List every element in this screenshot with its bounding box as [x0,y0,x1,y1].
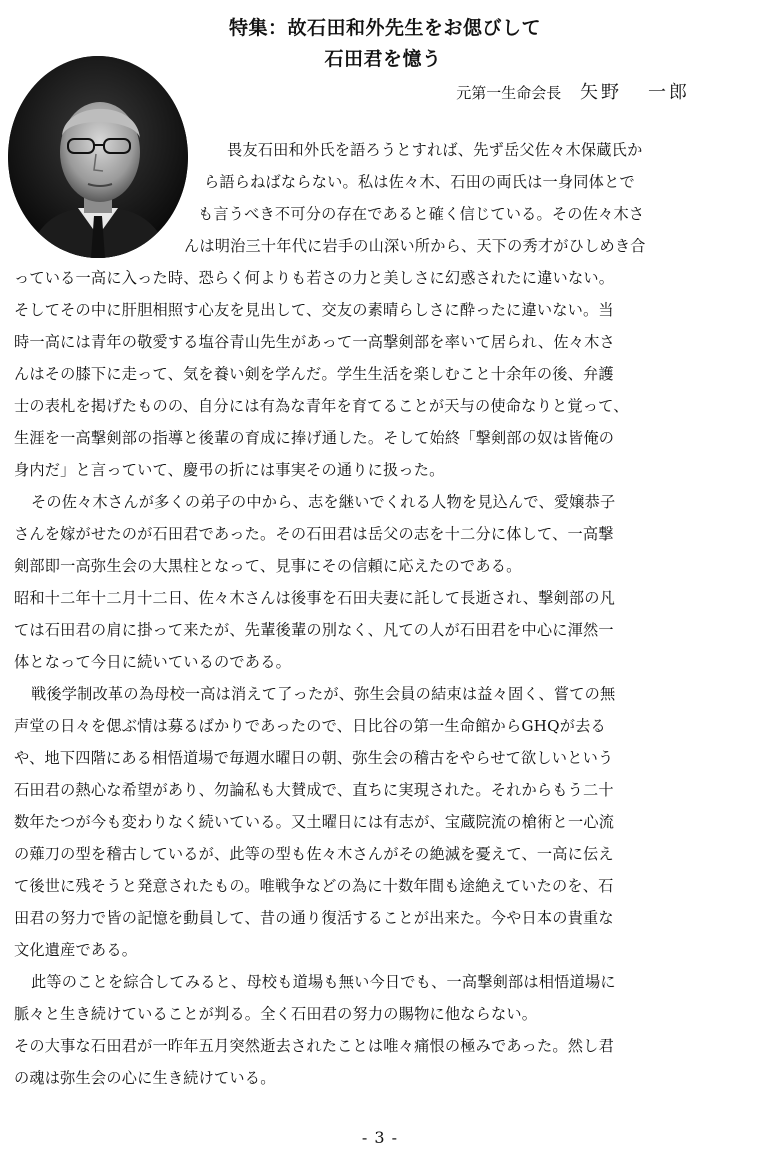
body-line: そしてその中に肝胆相照す心友を見出して、交友の素晴らしさに酔ったに違いない。当 [14,301,614,319]
body-line: その佐々木さんが多くの弟子の中から、志を継いでくれる人物を見込んで、愛嬢恭子 [31,493,616,511]
article-title: 特集：故石田和外先生をお偲びして [228,17,541,39]
author-given-name: 一郎 [648,82,690,103]
author-affiliation: 元第一生命会長 [456,84,562,102]
body-line: 身内だ」と言っていて、慶弔の折には事実その通りに扱った。 [14,461,445,479]
body-line: ては石田君の肩に掛って来たが、先輩後輩の別なく、凡ての人が石田君を中心に渾然一 [14,621,614,639]
body-line: 田君の努力で皆の記憶を動員して、昔の通り復活することが出来た。今や日本の貴重な [14,909,614,927]
body-line: んは明治三十年代に岩手の山深い所から、天下の秀才がひしめき合 [184,237,646,255]
body-line: の魂は弥生会の心に生き続けている。 [14,1069,276,1087]
body-line: 数年たつが今も変わりなく続いている。又土曜日には有志が、宝蔵院流の槍術と一心流 [14,813,615,831]
body-line: も言うべき不可分の存在であると確く信じている。その佐々木さ [198,205,645,223]
author-line [456,78,690,104]
author-name [580,82,690,103]
body-line: 石田君の熱心な希望があり、勿論私も大賛成で、直ちに実現された。それからもう二十 [14,781,614,799]
body-line: んはその膝下に走って、気を養い剣を学んだ。学生生活を楽しむこと十余年の後、弁護 [14,365,614,383]
body-line: ら語らねばならない。私は佐々木、石田の両氏は一身同体とで [204,173,635,191]
body-line: や、地下四階にある相悟道場で毎週水曜日の朝、弥生会の稽古をやらせて欲しいという [14,749,614,767]
portrait-photo [8,56,188,258]
body-line: 剣部即一高弥生会の大黒柱となって、見事にその信頼に応えたのである。 [14,557,522,575]
body-line: 畏友石田和外氏を語ろうとすれば、先ず岳父佐々木保蔵氏か [227,141,643,159]
body-line: 生涯を一高撃剣部の指導と後輩の育成に捧げ通した。そして始終「撃剣部の奴は皆俺の [14,429,615,447]
body-line: 声堂の日々を偲ぶ情は募るばかりであったので、日比谷の第一生命館からGHQが去る [14,717,606,735]
body-line: 体となって今日に続いているのである。 [14,653,291,671]
body-line: その大事な石田君が一昨年五月突然逝去されたことは唯々痛恨の極みであった。然し君 [14,1037,614,1055]
body-line: 時一高には青年の敬愛する塩谷青山先生があって一高撃剣部を率いて居られ、佐々木さ [14,333,615,351]
body-line: 戦後学制改革の為母校一高は消えて了ったが、弥生会員の結束は益々固く、嘗ての無 [31,685,616,703]
body-line: っている一高に入った時、恐らく何よりも若さの力と美しさに幻惑されたに違いない。 [14,269,615,287]
body-line: 此等のことを綜合してみると、母校も道場も無い今日でも、一高撃剣部は相悟道場に [31,973,616,991]
body-line: さんを嫁がせたのが石田君であった。その石田君は岳父の志を十二分に体して、一高撃 [14,525,614,543]
body-line: 士の表札を掲げたものの、自分には有為な青年を育てることが天与の使命なりと覚って、 [14,397,629,415]
article-subtitle: 石田君を憶う [324,48,442,70]
body-line: 昭和十二年十二月十二日、佐々木さんは後事を石田夫妻に託して長逝され、撃剣部の凡 [14,589,616,607]
body-line: の薙刀の型を稽古しているが、此等の型も佐々木さんがその絶滅を憂えて、一高に伝え [14,845,614,863]
body-line: て後世に残そうと発意されたもの。唯戦争などの為に十数年間も途絶えていたのを、石 [14,877,614,895]
body-line: 脈々と生き続けていることが判る。全く石田君の努力の賜物に他ならない。 [14,1005,538,1023]
portrait-icon [8,56,188,258]
author-surname: 矢野 [580,82,622,103]
body-line: 文化遺産である。 [14,941,138,959]
page-number: - 3 - [361,1128,399,1147]
